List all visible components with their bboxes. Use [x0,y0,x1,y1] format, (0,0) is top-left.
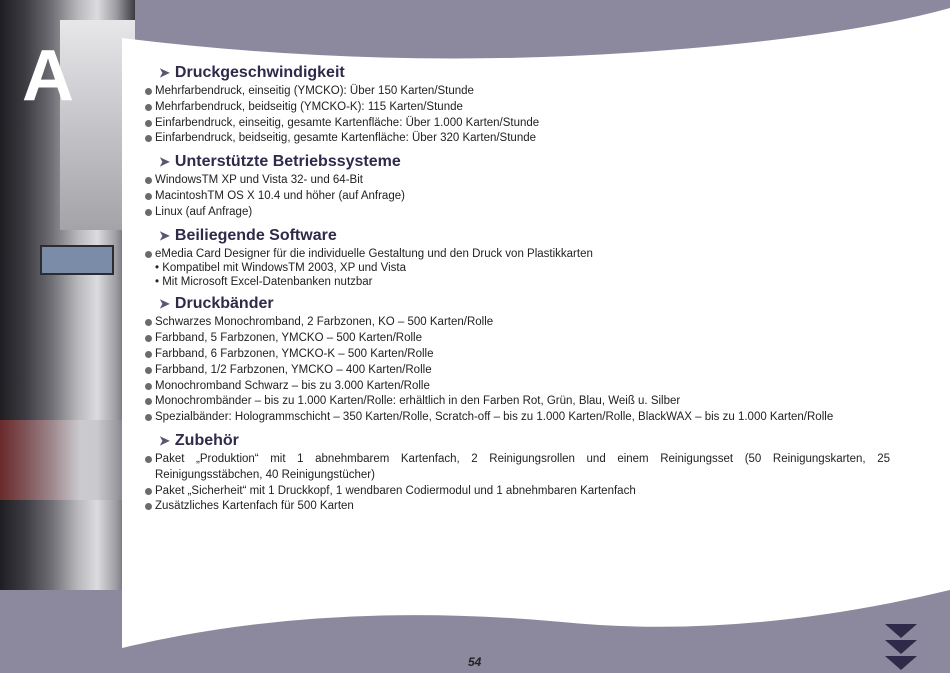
list-item: Mehrfarbendruck, einseitig (YMCKO): Über 150 Karten/Stunde [145,84,890,100]
list-item: Paket „Produktion“ mit 1 abnehmbarem Kartenfach, 2 Reinigungsrollen und einem Reinigungsset (50 Reinigungskarten, 25 Reinigungsstäbchen, 40 Reinigungstücher) [145,452,890,484]
bullet-icon [145,383,152,390]
list-item: Farbband, 6 Farbzonen, YMCKO-K – 500 Karten/Rolle [145,347,890,363]
bullet-icon [145,319,152,326]
page-number: 54 [468,655,482,669]
bullet-icon [145,398,152,405]
bullet-icon [145,135,152,142]
list-item: Linux (auf Anfrage) [145,205,890,221]
bullet-icon [145,251,152,258]
sub-list-item: • Mit Microsoft Excel-Datenbanken nutzbar [155,275,373,288]
list-item: Farbband, 5 Farbzonen, YMCKO – 500 Karten/Rolle [145,331,890,347]
list-item: eMedia Card Designer für die individuelle Gestaltung und den Druck von Plastikkarten [145,247,890,263]
section-heading-ribbons: ➤ Druckbänder [159,295,274,313]
spec-content [145,58,890,515]
arrow-icon: ➤ [159,65,170,80]
chevron-down-icon[interactable] [885,624,917,638]
bullet-icon [145,209,152,216]
list-item: Spezialbänder: Hologrammschicht – 350 Karten/Rolle, Scratch-off – bis zu 1.000 Karten/Rolle, BlackWAX – bis zu 1.000 Karten/Rolle [145,410,890,426]
bullet-icon [145,414,152,421]
list-item: Mehrfarbendruck, beidseitig (YMCKO-K): 115 Karten/Stunde [145,100,890,116]
bullet-icon [145,177,152,184]
arrow-icon: ➤ [159,154,170,170]
list-item: MacintoshTM OS X 10.4 und höher (auf Anfrage) [145,189,890,205]
bullet-icon [145,88,152,95]
section-heading-software: ➤ Beiliegende Software [159,226,337,244]
list-item: Zusätzliches Kartenfach für 500 Karten [145,499,890,515]
bullet-icon [145,351,152,358]
bullet-icon [145,120,152,127]
list-item: Einfarbendruck, einseitig, gesamte Kartenfläche: Über 1.000 Karten/Stunde [145,116,890,132]
printer-logo-band [0,420,135,500]
section-heading-os: ➤ Unterstützte Betriebssysteme [159,153,401,171]
arrow-icon: ➤ [159,432,170,448]
bullet-icon [145,335,152,342]
list-item: Einfarbendruck, beidseitig, gesamte Kartenfläche: Über 320 Karten/Stunde [145,131,890,147]
bullet-icon [145,456,152,463]
section-letter: A [22,36,74,116]
list-item: Farbband, 1/2 Farbzonen, YMCKO – 400 Karten/Rolle [145,363,890,379]
printer-lcd-screen [40,245,114,275]
list-item: Monochromband Schwarz – bis zu 3.000 Karten/Rolle [145,379,890,395]
arrow-icon: ➤ [159,296,170,312]
section-heading-accessories: ➤ Zubehör [159,431,239,449]
bullet-icon [145,193,152,200]
chevron-down-icon[interactable] [885,656,917,670]
next-page-button[interactable] [885,624,919,672]
bullet-icon [145,503,152,510]
bullet-icon [145,488,152,495]
chevron-down-icon[interactable] [885,640,917,654]
list-item: Monochrombänder – bis zu 1.000 Karten/Rolle: erhältlich in den Farben Rot, Grün, Blau, Weiß u. Silber [145,394,890,410]
arrow-icon: ➤ [159,227,170,243]
list-item: WindowsTM XP und Vista 32- und 64-Bit [145,173,890,189]
list-item: Schwarzes Monochromband, 2 Farbzonen, KO – 500 Karten/Rolle [145,315,890,331]
list-item: Paket „Sicherheit“ mit 1 Druckkopf, 1 wendbaren Codiermodul und 1 abnehmbaren Kartenfach [145,484,890,500]
bullet-icon [145,104,152,111]
sub-list-item: • Kompatibel mit WindowsTM 2003, XP und Vista [155,262,406,275]
bullet-icon [145,367,152,374]
section-heading-speed: ➤ Druckgeschwindigkeit [159,64,345,81]
